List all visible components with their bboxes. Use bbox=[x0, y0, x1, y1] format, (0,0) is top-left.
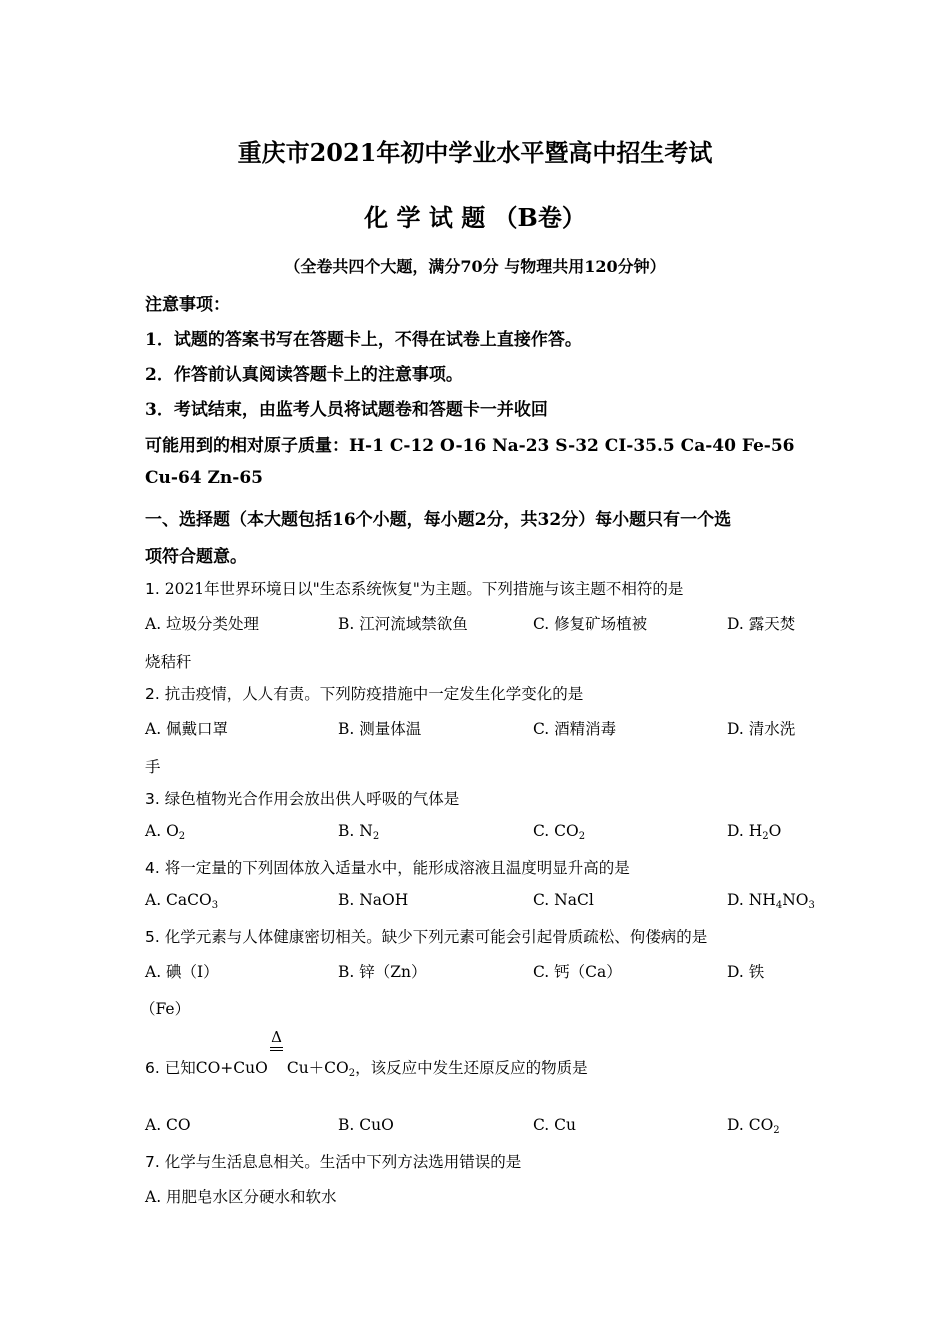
heat-condition-symbol: Δ bbox=[270, 1030, 283, 1051]
option-a: A. 碘（I） bbox=[145, 963, 219, 981]
notice-item: 2．作答前认真阅读答题卡上的注意事项。 bbox=[145, 365, 463, 385]
option-c: C. 修复矿场植被 bbox=[533, 615, 648, 633]
option-b: B. NaOH bbox=[338, 891, 409, 909]
option-a: A. 佩戴口罩 bbox=[145, 720, 229, 738]
question-text: Cu＋CO bbox=[286, 1059, 349, 1077]
option-c: C. Cu bbox=[533, 1116, 577, 1134]
option-b: B. 锌（Zn） bbox=[338, 963, 427, 981]
atomic-mass-line: Cu-64 Zn-65 bbox=[145, 468, 264, 488]
option-b: B. CuO bbox=[338, 1116, 394, 1134]
question-4 bbox=[145, 856, 630, 878]
option-a: A. $O_2$ bbox=[145, 822, 186, 842]
question-1 bbox=[145, 577, 683, 599]
notice-heading: 注意事项： bbox=[145, 295, 230, 315]
question-number: 7. bbox=[145, 1153, 160, 1171]
option-c: C. 钙（Ca） bbox=[533, 963, 622, 981]
question-number: 1. bbox=[145, 580, 160, 598]
option-d: D. $H_2O$ bbox=[727, 822, 782, 842]
question-text: 将一定量的下列固体放入适量水中，能形成溶液且温度明显升高的是 bbox=[159, 859, 630, 877]
question-number: 5. bbox=[145, 928, 160, 946]
question-number: 6. bbox=[145, 1059, 160, 1077]
subject-title: 化 学 试 题 （B卷） bbox=[364, 203, 586, 232]
question-text: 抗击疫情，人人有责。下列防疫措施中一定发生化学变化的是 bbox=[159, 685, 584, 703]
option-d: D. 露天焚 bbox=[727, 615, 796, 633]
option-d: D. 铁 bbox=[727, 963, 765, 981]
option-d-wrap: （Fe） bbox=[140, 1000, 191, 1018]
option-b: B. 江河流域禁欲鱼 bbox=[338, 615, 468, 633]
option-a: A. 用肥皂水区分硬水和软水 bbox=[145, 1188, 337, 1206]
notice-item: 1．试题的答案书写在答题卡上，不得在试卷上直接作答。 bbox=[145, 330, 582, 350]
question-text: 化学元素与人体健康密切相关。缺少下列元素可能会引起骨质疏松、佝偻病的是 bbox=[159, 928, 708, 946]
notice-item: 3．考试结束，由监考人员将试题卷和答题卡一并收回 bbox=[145, 400, 548, 420]
atomic-mass-line: 可能用到的相对原子质量：H-1 C-12 O-16 Na-23 S-32 CI-35.5 Ca-40 Fe-56 bbox=[145, 436, 795, 456]
question-5 bbox=[145, 925, 707, 947]
option-d: D. $CO_2$ bbox=[727, 1116, 780, 1136]
option-b: B. 测量体温 bbox=[338, 720, 422, 738]
question-text: 绿色植物光合作用会放出供人呼吸的气体是 bbox=[159, 790, 460, 808]
option-d: D. 清水洗 bbox=[727, 720, 796, 738]
option-d-wrap: 烧秸秆 bbox=[145, 653, 192, 671]
option-d: D. $NH_4NO_3$ bbox=[727, 891, 815, 911]
option-c: C. NaCl bbox=[533, 891, 594, 909]
question-2 bbox=[145, 682, 583, 704]
question-number: 3. bbox=[145, 790, 160, 808]
section-heading-cont: 项符合题意。 bbox=[145, 547, 247, 567]
question-3 bbox=[145, 787, 459, 809]
option-b: B. $N_2$ bbox=[338, 822, 380, 842]
question-text: 化学与生活息息相关。生活中下列方法选用错误的是 bbox=[159, 1153, 522, 1171]
question-7 bbox=[145, 1150, 521, 1172]
question-number: 2. bbox=[145, 685, 160, 703]
question-6: 6. 已知CO+CuO $Cu+CO_2$，该反应中发生还原反应的物质是 bbox=[145, 1059, 588, 1079]
question-text: 已知CO+CuO bbox=[159, 1059, 268, 1077]
option-d-wrap: 手 bbox=[145, 758, 161, 776]
section-heading: 一、选择题（本大题包括16个小题，每小题2分，共32分）每小题只有一个选 bbox=[145, 510, 732, 530]
option-a: A. 垃圾分类处理 bbox=[145, 615, 260, 633]
option-a: A. CO bbox=[145, 1116, 191, 1134]
exam-note: （全卷共四个大题，满分70分 与物理共用120分钟） bbox=[284, 257, 666, 276]
option-c: C. 酒精消毒 bbox=[533, 720, 617, 738]
question-text: ，该反应中发生还原反应的物质是 bbox=[355, 1059, 588, 1077]
option-a: A. CaCO$_3$ bbox=[145, 891, 219, 911]
question-text: 2021年世界环境日以"生态系统恢复"为主题。下列措施与该主题不相符的是 bbox=[159, 580, 684, 598]
exam-title: 重庆市2021年初中学业水平暨高中招生考试 bbox=[237, 138, 713, 167]
question-number: 4. bbox=[145, 859, 160, 877]
option-c: C. $CO_2$ bbox=[533, 822, 586, 842]
